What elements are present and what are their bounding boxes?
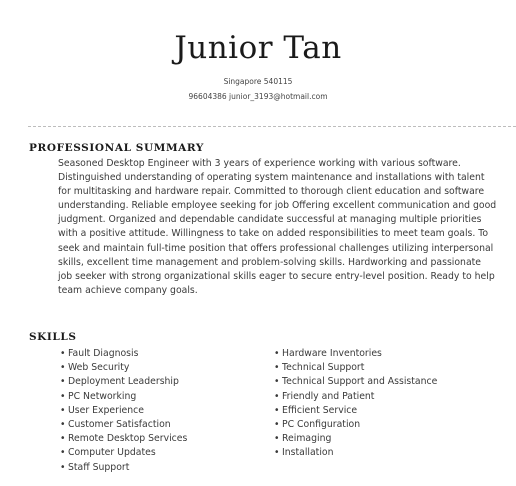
skill-item bbox=[274, 432, 437, 446]
bullet-icon: • bbox=[274, 419, 280, 431]
bullet-icon: • bbox=[60, 461, 66, 473]
skill-label: PC Configuration bbox=[282, 419, 361, 431]
bullet-icon: • bbox=[60, 419, 66, 431]
skills-heading: SKILLS bbox=[29, 331, 77, 343]
bullet-icon: • bbox=[274, 404, 280, 416]
bullet-icon: • bbox=[60, 447, 66, 459]
skill-label: User Experience bbox=[68, 404, 144, 416]
address-line: Singapore 540115 bbox=[223, 77, 293, 86]
skill-label: Friendly and Patient bbox=[282, 390, 375, 402]
bullet-icon: • bbox=[60, 376, 66, 388]
skills-list-right bbox=[274, 347, 437, 461]
skill-item bbox=[60, 361, 187, 375]
skill-label: Deployment Leadership bbox=[68, 376, 179, 388]
bullet-icon: • bbox=[274, 376, 280, 388]
skill-item bbox=[274, 361, 437, 375]
skill-label: Staff Support bbox=[68, 461, 130, 473]
skill-item bbox=[60, 418, 187, 432]
skill-item bbox=[274, 375, 437, 389]
bullet-icon: • bbox=[274, 390, 280, 402]
skill-label: Remote Desktop Services bbox=[68, 433, 188, 445]
bullet-icon: • bbox=[60, 390, 66, 402]
skill-item bbox=[60, 347, 187, 361]
candidate-name: Junior Tan bbox=[174, 30, 342, 66]
contact-line: 96604386 junior_3193@hotmail.com bbox=[188, 92, 328, 101]
skill-label: Fault Diagnosis bbox=[68, 348, 139, 359]
skill-item bbox=[274, 418, 437, 432]
bullet-icon: • bbox=[274, 447, 280, 459]
header-divider bbox=[28, 126, 516, 127]
skill-item bbox=[60, 461, 187, 475]
summary-heading: PROFESSIONAL SUMMARY bbox=[29, 142, 205, 154]
skill-item bbox=[274, 390, 437, 404]
bullet-icon: • bbox=[60, 404, 66, 416]
skill-item bbox=[60, 446, 187, 460]
skill-label: Technical Support and Assistance bbox=[282, 376, 438, 388]
skill-item bbox=[274, 446, 437, 460]
bullet-icon: • bbox=[60, 362, 66, 374]
skills-list-left bbox=[60, 347, 187, 475]
skill-item bbox=[274, 404, 437, 418]
skill-label: Reimaging bbox=[282, 433, 332, 445]
bullet-icon: • bbox=[60, 433, 66, 445]
skill-item bbox=[60, 432, 187, 446]
summary-paragraph: Seasoned Desktop Engineer with 3 years of experience working with various software. Distinguished understanding of operating system maintenance and installations with talent for multitasking and hardware repair. Committed to thorough client education and software understanding. Reliable employee seeking for job Offering excellent communication and good judgment. Organized and dependable candidate successful at managing multiple priorities with a positive attitude. Willingness to take on added responsibilities to meet team goals. To seek and maintain full-time position that offers professional challenges utilizing interpersonal skills, excellent time management and problem-solving skills. Hardworking and passionate job seeker with strong organizational skills eager to secure entry-level position. Ready to help team achieve company goals. bbox=[58, 158, 497, 296]
bullet-icon: • bbox=[274, 348, 280, 359]
bullet-icon: • bbox=[274, 433, 280, 445]
skill-label: Hardware Inventories bbox=[282, 348, 382, 359]
skill-item bbox=[60, 390, 187, 404]
skill-item bbox=[60, 375, 187, 389]
skill-item bbox=[60, 404, 187, 418]
skill-item bbox=[274, 347, 437, 361]
skill-label: Customer Satisfaction bbox=[68, 419, 171, 431]
bullet-icon: • bbox=[274, 362, 280, 374]
skill-label: Technical Support bbox=[282, 362, 365, 374]
skill-label: Web Security bbox=[68, 362, 130, 374]
skill-label: PC Networking bbox=[68, 390, 137, 402]
bullet-icon: • bbox=[60, 348, 66, 359]
skill-label: Efficient Service bbox=[282, 404, 358, 416]
skill-label: Computer Updates bbox=[68, 447, 156, 459]
skill-label: Installation bbox=[282, 447, 334, 459]
